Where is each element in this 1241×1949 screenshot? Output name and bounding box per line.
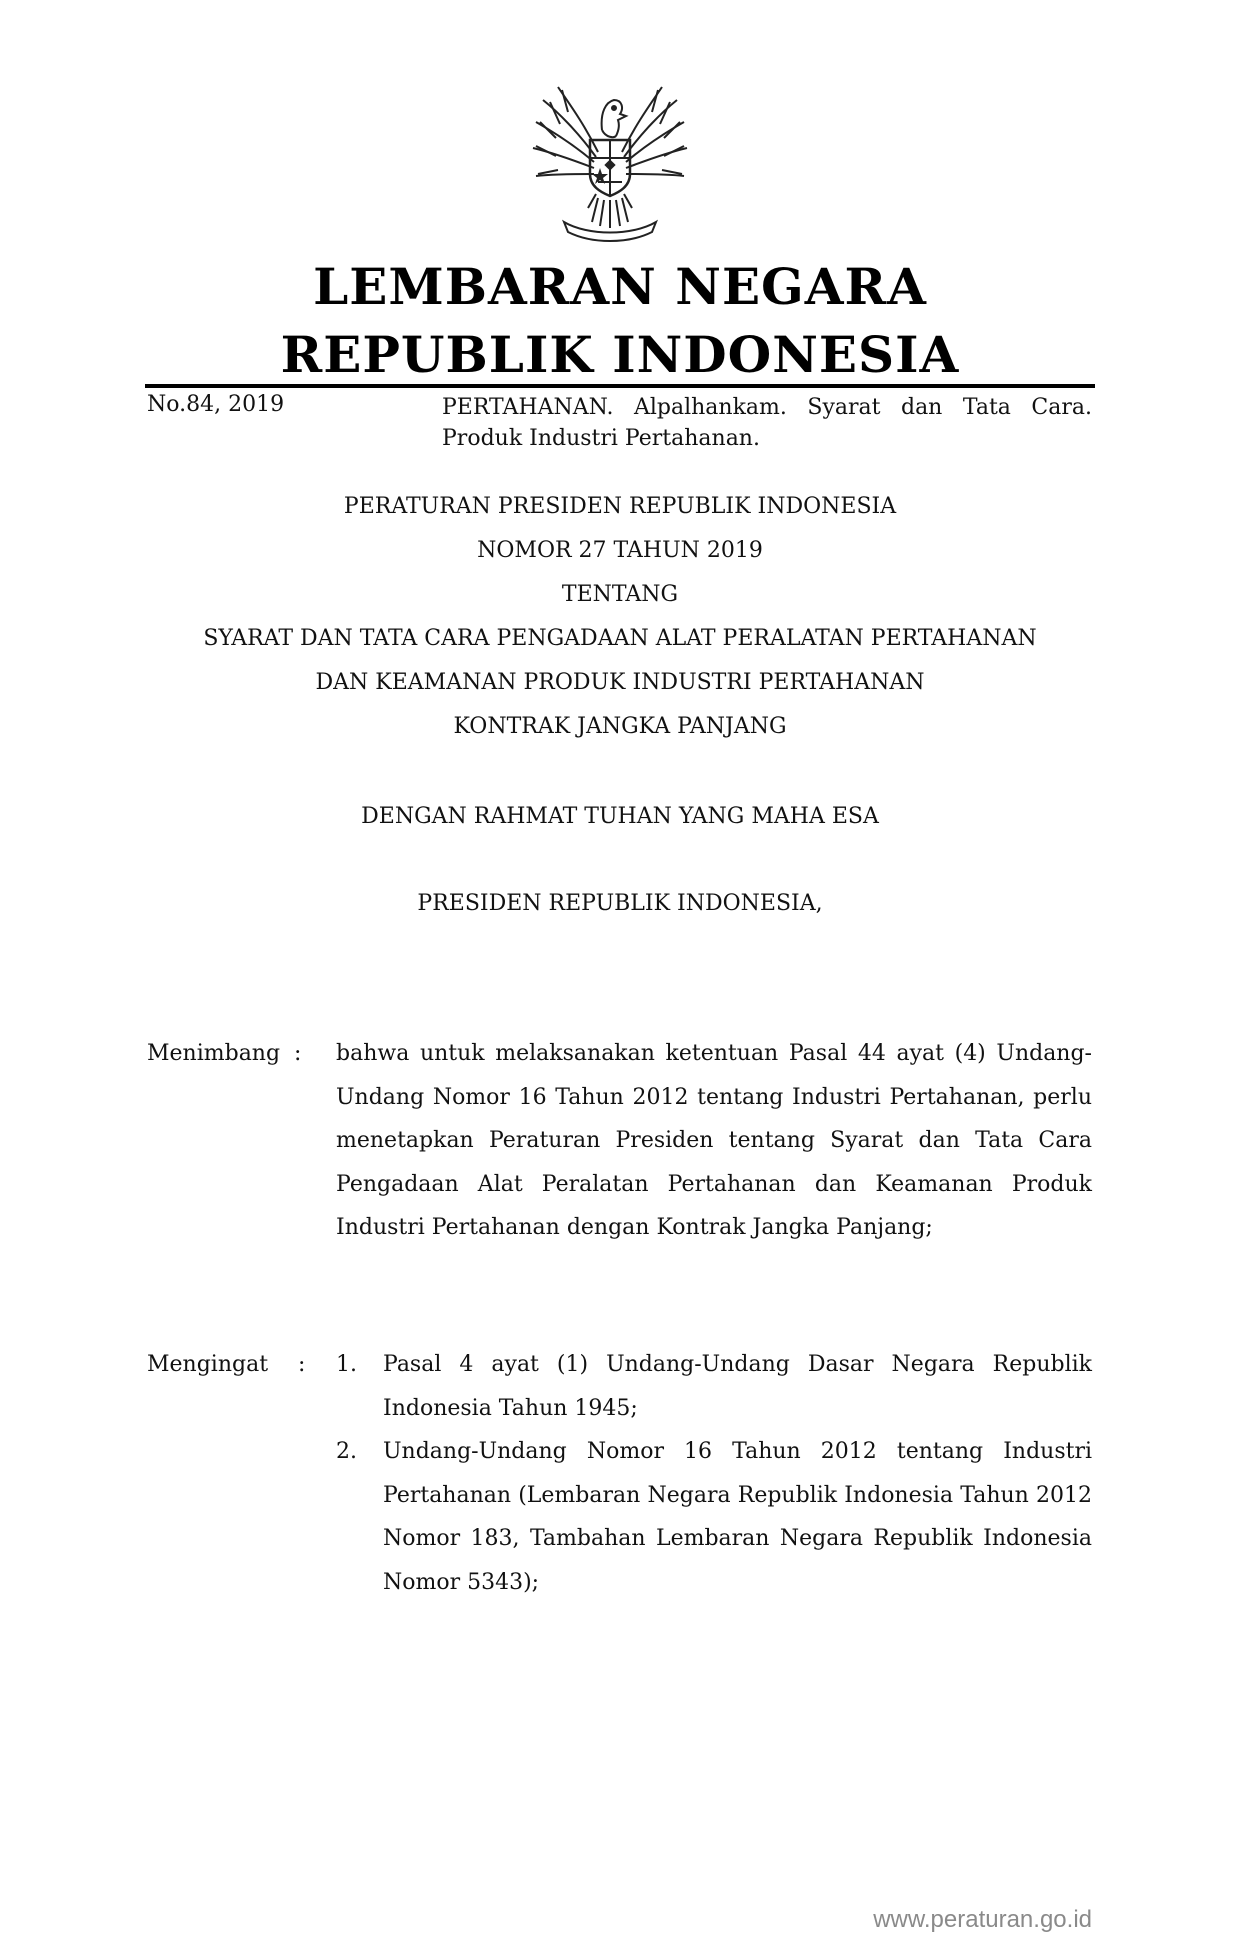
mengingat-label: Mengingat [147,1352,269,1377]
masthead-title-line2: REPUBLIK INDONESIA [280,325,960,384]
regulation-title-line3: KONTRAK JANGKA PANJANG [453,714,787,739]
regulation-number: NOMOR 27 TAHUN 2019 [477,538,763,563]
issuer: PRESIDEN REPUBLIK INDONESIA, [417,891,823,916]
mengingat-item-text: Pasal 4 ayat (1) Undang-Undang Dasar Negara Republik Indonesia Tahun 1945; [383,1352,1092,1421]
regulation-about: TENTANG [561,582,679,607]
mengingat-item-number: 1. [336,1352,357,1377]
gazette-subject-line2: Produk Industri Pertahanan. [442,426,760,451]
regulation-type: PERATURAN PRESIDEN REPUBLIK INDONESIA [343,494,897,519]
masthead-title-line1: LEMBARAN NEGARA [313,257,927,316]
mengingat-item-text: Undang-Undang Nomor 16 Tahun 2012 tentang Industri Pertahanan (Lembaran Negara Republik Indonesia Tahun 2012 Nomor 183, Tambahan Lembaran Negara Republik Indonesia Nomor 5343); [383,1439,1092,1595]
regulation-title-line2: DAN KEAMANAN PRODUK INDUSTRI PERTAHANAN [315,670,925,695]
garuda-emblem-icon [528,82,692,244]
gazette-subject-line1: PERTAHANAN. Alpalhankam. Syarat dan Tata Cara. [442,395,1092,420]
invocation: DENGAN RAHMAT TUHAN YANG MAHA ESA [361,804,879,829]
regulation-title-line1: SYARAT DAN TATA CARA PENGADAAN ALAT PERALATAN PERTAHANAN [203,626,1037,651]
menimbang-text: bahwa untuk melaksanakan ketentuan Pasal 44 ayat (4) Undang-Undang Nomor 16 Tahun 2012 tentang Industri Pertahanan, perlu menetapkan Peraturan Presiden tentang Syarat dan Tata Cara Pengadaan Alat Peralatan Pertahanan dan Keamanan Produk Industri Pertahanan dengan Kontrak Jangka Panjang; [336,1041,1092,1241]
mengingat-item-number: 2. [336,1439,357,1464]
gazette-number: No.84, 2019 [147,392,285,417]
masthead-divider [145,384,1095,388]
menimbang-label: Menimbang [147,1041,281,1066]
gazette-subject [442,392,1092,454]
footer-website-link[interactable]: www.peraturan.go.id [873,1906,1092,1933]
mengingat-colon: : [298,1352,306,1377]
menimbang-colon: : [294,1041,302,1066]
